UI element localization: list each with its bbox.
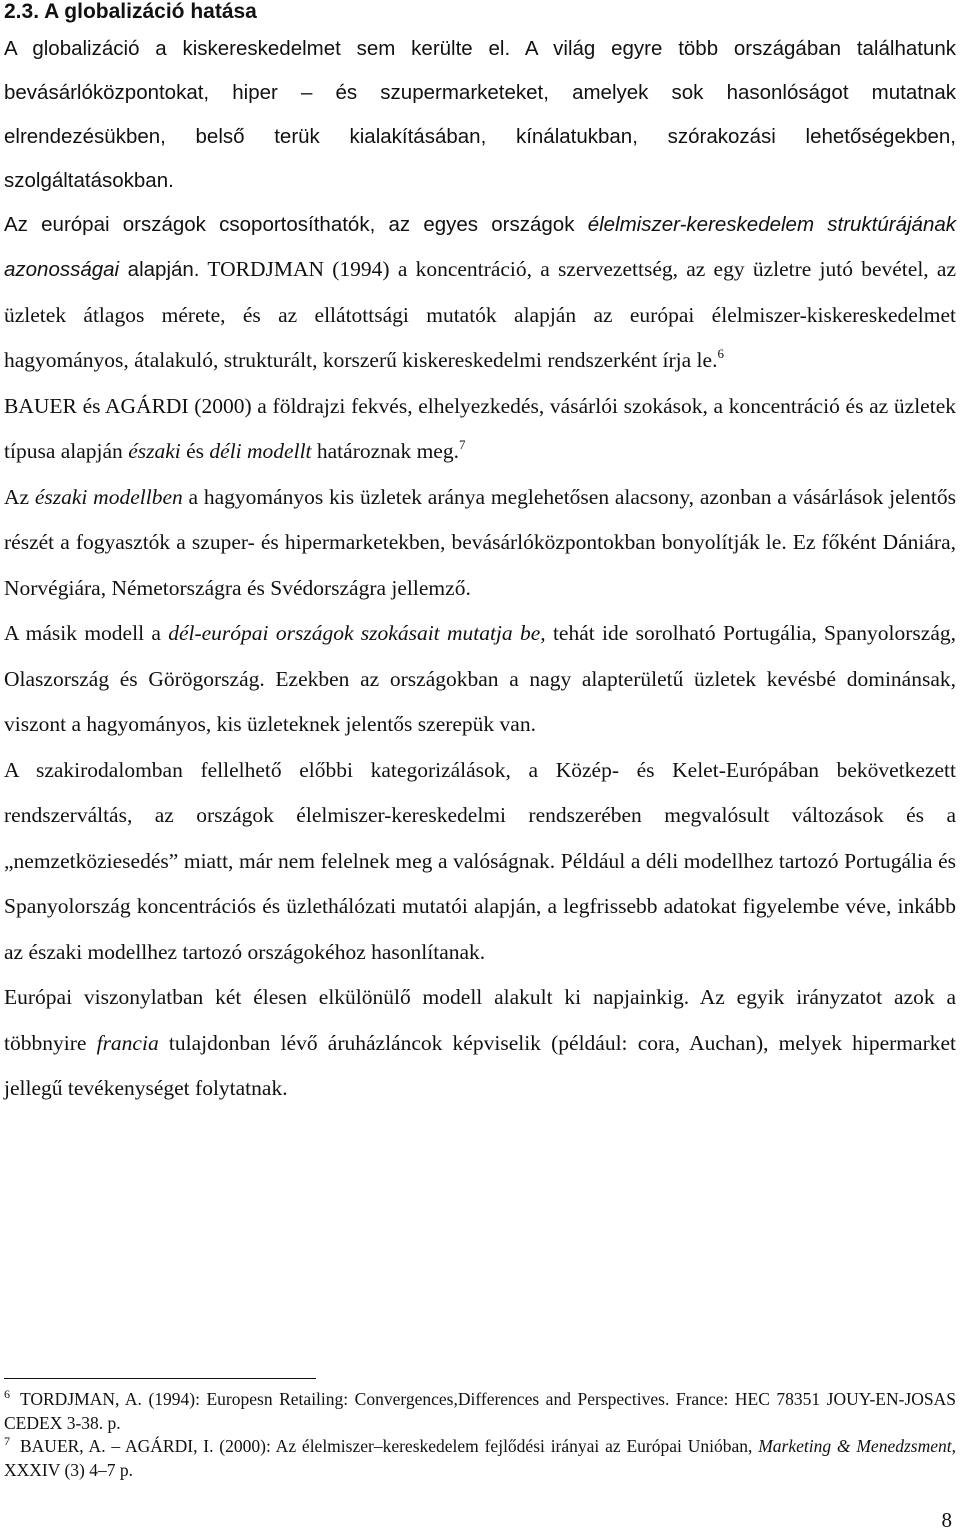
p2-text-c: alapján. (119, 258, 200, 281)
body-text (4, 27, 956, 1112)
footnote-divider (4, 1378, 316, 1379)
footnote-text: TORDJMAN, A. (1994): Europesn Retailing: Convergences,Differences and Perspectives. France: HEC 78351 JOUY-EN-JOSAS CEDEX 3-38. p. (4, 1389, 956, 1433)
footnote-mark: 7 (4, 1434, 10, 1448)
page-number: 8 (941, 1508, 952, 1532)
footnote-6 (4, 1388, 956, 1435)
paragraph-european-grouping (4, 203, 956, 384)
p5-italic: északi modellben (34, 484, 183, 509)
p3-tordjman-text: TORDJMAN (1994) a koncentráció, a szervezettség, az egy üzletre jutó bevétel, az üzletek átlagos mérete, és az ellátottsági mutatók alapján az európai élelmiszer-kiskereskedelmet hagyományos, átalakuló, strukturált, korszerű kiskereskedelmi rendszerként írja le.$^6$ (4, 257, 956, 372)
footnote-ref-7[interactable]: 7 (458, 437, 466, 452)
paragraph-european-models: Európai viszonylatban két élesen elkülönülő modell alakult ki napjainkig. Az egyik irányzatot azok a többnyire francia tulajdonban lévő áruházláncok képviselik (például: cora, Auchan), melyek hipermarket jellegű tevékenységet folytatnak. (4, 985, 956, 1100)
section-heading: 2.3. A globalizáció hatása (4, 0, 257, 23)
footnote-journal: Marketing & Menedzsment (758, 1436, 952, 1456)
footnote-7 (4, 1435, 956, 1482)
p2-text-a: Az európai országok csoportosíthatók, az egyes országok (4, 213, 588, 236)
footnotes (4, 1388, 956, 1482)
footnote-mark: 6 (4, 1387, 10, 1401)
footnote-ref-6[interactable]: 6 (717, 346, 724, 361)
paragraph-southern-model: A másik modell a dél-európai országok szokásait mutatja be, tehát ide sorolható Portugália, Spanyolország, Olaszország és Görögország. Ezekben az országokban a nagy alapterületű üzletek kevésbé dominánsak, viszont a hagyományos, kis üzleteknek jelentős szerepük van. (4, 621, 956, 736)
footnote-text: BAUER, A. – AGÁRDI, I. (2000): Az élelmiszer–kereskedelem fejlődési irányai az Európai Unióban, (20, 1436, 759, 1456)
paragraph-literature-categorization: A szakirodalomban fellelhető előbbi kategorizálások, a Közép- és Kelet-Európában bekövetkezett rendszerváltás, az országok élelmiszer-kereskedelmi rendszerében megvalósult változások és a „nemzetköziesedés” miatt, már nem felelnek meg a valóságnak. Például a déli modellhez tartozó Portugália és Spanyolország koncentrációs és üzlethálózati mutatói alapján, a legfrissebb adatokat figyelembe véve, inkább az északi modellhez tartozó országokéhoz hasonlítanak. (4, 757, 956, 964)
paragraph-bauer-agardi: BAUER és AGÁRDI (2000) a földrajzi fekvés, elhelyezkedés, vásárlói szokások, a koncentráció és az üzletek típusa alapján északi és déli modellt határoznak meg.$^7$ (4, 393, 956, 463)
p4-italic-south: déli modellt (209, 439, 312, 463)
p6-italic: dél-európai országok szokásait mutatja be, (168, 621, 546, 645)
p8-italic: francia (96, 1030, 159, 1055)
p2-italic: élelmiszer-kereskedelem struktúrájának azonosságai (4, 213, 957, 281)
document-page (4, 0, 956, 1536)
footnote-tail: , XXXIV (3) 4–7 p. (4, 1436, 956, 1480)
paragraph-globalization-intro: A globalizáció a kiskereskedelmet sem kerülte el. A világ egyre több országában találhatunk bevásárlóközpontokat, hiper – és szupermarketeket, amelyek sok hasonlóságot mutatnak elrendezésükben, belső terük kialakításában, kínálatukban, szórakozási lehetőségekben, szolgáltatásokban. (4, 37, 956, 192)
p4-italic-north: északi (128, 439, 181, 463)
paragraph-northern-model: Az északi modellben a hagyományos kis üzletek aránya meglehetősen alacsony, azonban a vásárlások jelentős részét a fogyasztók a szuper- és hipermarketekben, bevásárlóközpontokban bonyolítják le. Ez főként Dániára, Norvégiára, Németországra és Svédországra jellemző. (4, 484, 956, 600)
